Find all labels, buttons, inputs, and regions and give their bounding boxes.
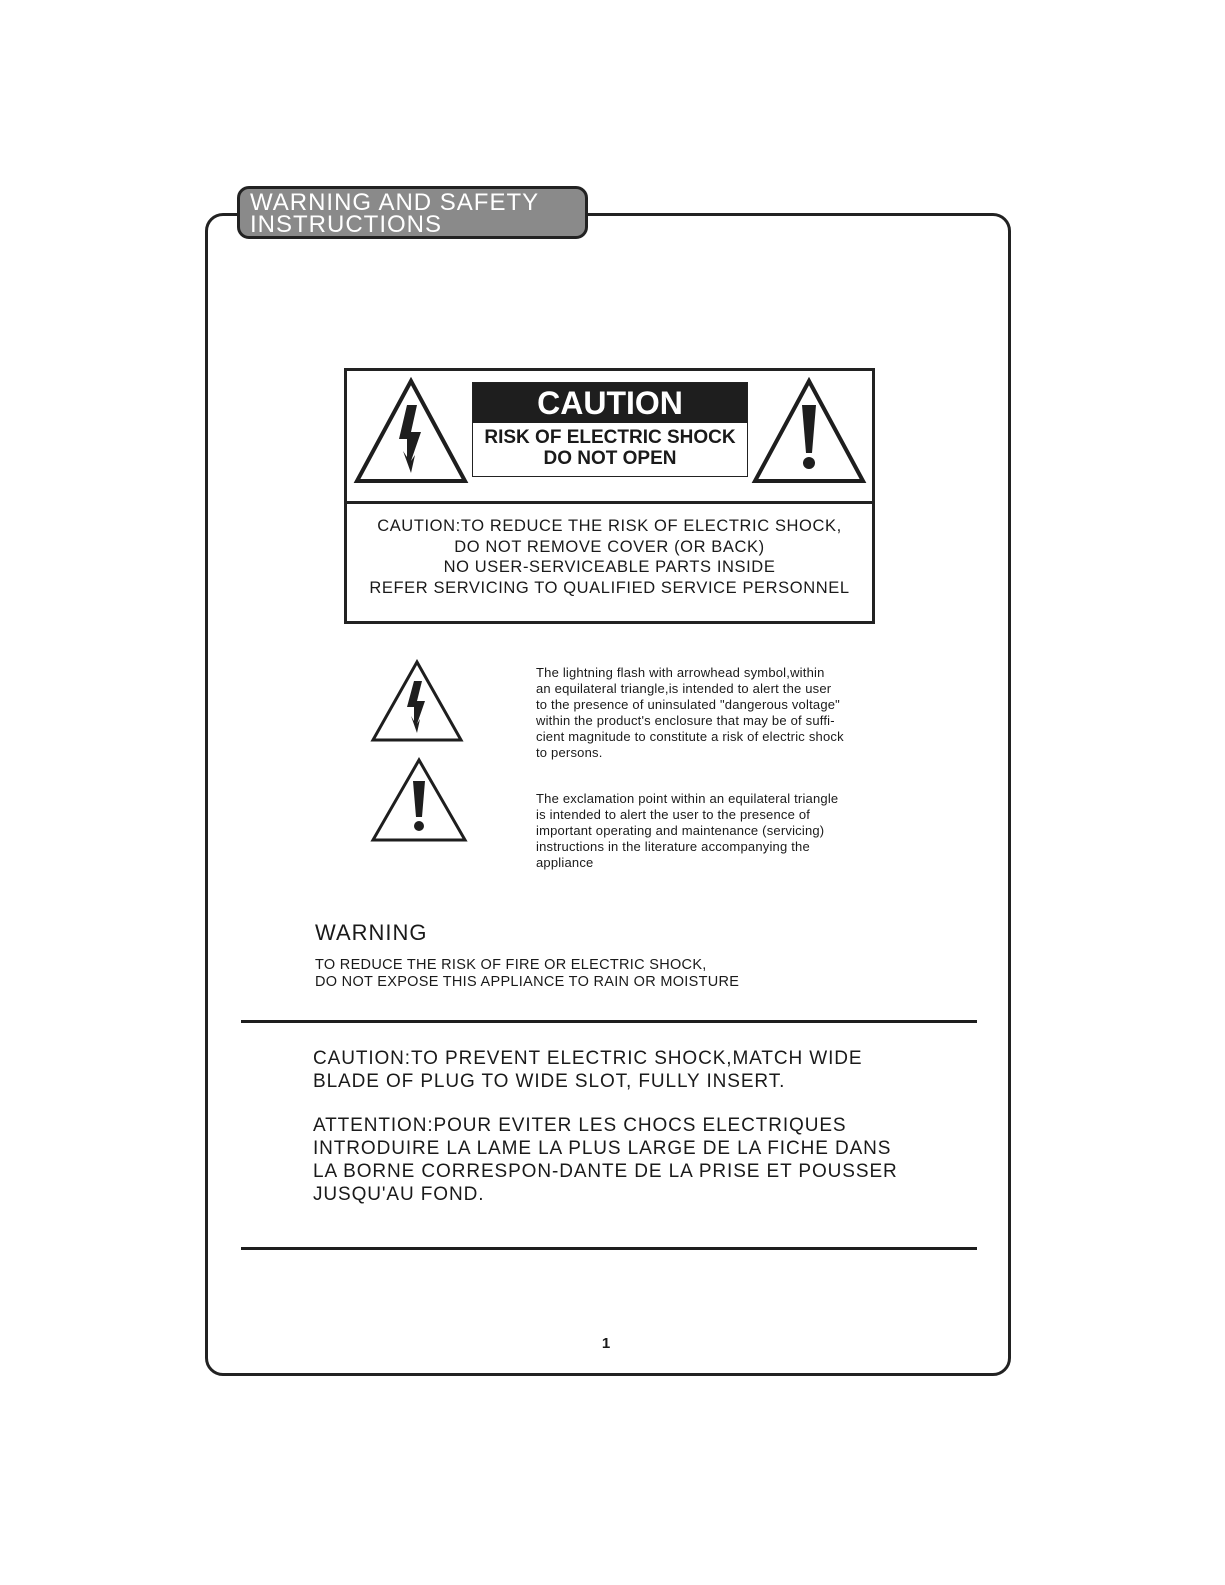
exclamation-description [536, 791, 906, 871]
description-line: The exclamation point within an equilateral triangle [536, 791, 839, 806]
caution-label-row [347, 371, 872, 504]
description-line: important operating and maintenance (servicing) [536, 823, 825, 838]
plug-caution-line: ATTENTION:POUR EVITER LES CHOCS ELECTRIQUES [313, 1115, 847, 1136]
caution-instruction-line: DO NOT REMOVE COVER (OR BACK) [454, 537, 765, 556]
caution-instructions [347, 516, 872, 598]
description-line: cient magnitude to constitute a risk of electric shock [536, 729, 844, 744]
description-line: The lightning flash with arrowhead symbol,within [536, 665, 825, 680]
caution-instruction-line: NO USER-SERVICEABLE PARTS INSIDE [443, 558, 776, 576]
exclamation-warning-icon [751, 377, 867, 485]
plug-caution-line: LA BORNE CORRESPON-DANTE DE LA PRISE ET POUSSER [313, 1161, 898, 1182]
description-line: instructions in the literature accompanying the [536, 839, 810, 854]
caution-box [344, 368, 875, 624]
caution-instruction-line: CAUTION:TO REDUCE THE RISK OF ELECTRIC SHOCK, [377, 517, 842, 535]
description-line: an equilateral triangle,is intended to alert the user [536, 681, 832, 696]
caution-instruction-line: REFER SERVICING TO QUALIFIED SERVICE PERSONNEL [369, 578, 850, 597]
caution-subtitle-line1: RISK OF ELECTRIC SHOCK [484, 427, 736, 448]
description-line: within the product's enclosure that may be of suffi- [536, 713, 835, 728]
plug-caution-line: JUSQU'AU FOND. [313, 1184, 485, 1205]
divider [241, 1020, 977, 1023]
lightning-description [536, 665, 906, 761]
section-title-line1: WARNING AND SAFETY [250, 189, 540, 216]
warning-text [315, 957, 739, 991]
warning-line2: DO NOT EXPOSE THIS APPLIANCE TO RAIN OR MOISTURE [315, 974, 740, 990]
plug-caution-french [313, 1114, 898, 1206]
divider [241, 1247, 977, 1250]
plug-caution-english [313, 1047, 862, 1093]
warning-line1: TO REDUCE THE RISK OF FIRE OR ELECTRIC SHOCK, [315, 957, 707, 973]
plug-caution-line: INTRODUIRE LA LAME LA PLUS LARGE DE LA FICHE DANS [313, 1138, 892, 1159]
plug-caution-line: CAUTION:TO PREVENT ELECTRIC SHOCK,MATCH WIDE [313, 1048, 863, 1069]
caution-title: CAUTION [473, 383, 747, 423]
plug-caution-line: BLADE OF PLUG TO WIDE SLOT, FULLY INSERT. [313, 1071, 786, 1092]
description-line: to the presence of uninsulated "dangerous voltage" [536, 697, 840, 712]
section-title-line2: INSTRUCTIONS [250, 211, 442, 238]
page-number: 1 [601, 1335, 611, 1352]
caution-label [472, 382, 748, 477]
description-line: appliance [536, 855, 594, 870]
exclamation-symbol-icon [370, 757, 468, 843]
lightning-warning-icon [353, 377, 469, 485]
lightning-symbol-icon [370, 659, 464, 743]
description-line: is intended to alert the user to the presence of [536, 807, 811, 822]
description-line: to persons. [536, 745, 603, 760]
warning-heading: WARNING [315, 920, 428, 945]
caution-subtitle-line2: DO NOT OPEN [543, 448, 677, 469]
section-title-tab [237, 186, 588, 239]
caution-subtitle [473, 423, 747, 469]
